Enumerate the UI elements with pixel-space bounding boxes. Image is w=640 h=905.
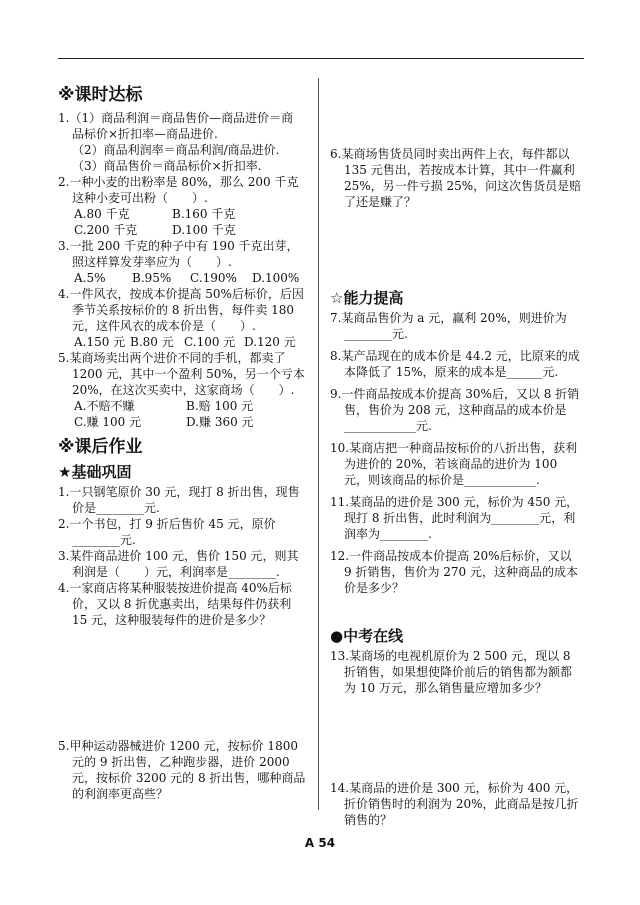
option-a: A.不赔不赚	[74, 399, 135, 413]
page-number: A 54	[304, 836, 336, 850]
question-12: 12.一件商品按成本价提高 20%后标价，又以 9 折销售，售价为 270 元，这种商品的成本价是多少？	[330, 549, 578, 595]
subsection-title-basics: ★基础巩固	[58, 463, 132, 481]
option-a: A.150 元	[74, 335, 126, 349]
option-c: C.100 元	[184, 335, 236, 349]
option-c: C.200 千克	[74, 223, 138, 237]
question-4: 4.一件风衣，按成本价提高 50%后标价，后因季节关系按标价的 8 折出售，每件卖 180 元，这件风衣的成本价是（ ）. A.150 元 B.80 元 C.100 元 D.120 元	[58, 287, 304, 349]
question-1: 1.（1）商品利润＝商品售价—商品进价＝商 品标价×折扣率—商品进价. （2）商品利润率＝商品利润/商品进价. （3）商品售价＝商品标价×折扣率.	[58, 111, 294, 173]
question-11: 11.某商品的进价是 300 元，标价为 450 元，现打 8 折出售，此时利润为________元，利润率为________.	[330, 495, 579, 541]
question-13: 13.某商场的电视机原价为 2 500 元，现以 8 折销售，如果想使降价前后的销售都为额都为 10 万元，那么销售量应增加多少？	[330, 649, 573, 695]
right-column	[330, 146, 582, 828]
question-9: 9.一件商品按成本价提高 30%后，又以 8 折销售，售价为 208 元，这种商品的成本价是____________元.	[330, 387, 580, 433]
basic-question-4: 4.一家商店将某种服装按进价提高 40%后标价，又以 8 折优惠卖出，结果每件仍获利 15 元，这种服装每件的进价是多少？	[58, 581, 292, 627]
question-6: 6.某商场售货员同时卖出两件上衣，每件都以 135 元售出，若按成本计算，其中一件赢利 25%，另一件亏损 25%，问这次售货员是赔了还是赚了？	[330, 147, 582, 209]
option-c: C.190%	[190, 271, 237, 285]
option-b: B.赔 100 元	[186, 399, 254, 413]
question-7: 7.某商品售价为 a 元，赢利 20%，则进价为________元.	[330, 311, 567, 341]
option-b: B.160 千克	[172, 207, 236, 221]
option-b: B.95%	[132, 271, 172, 285]
left-column	[58, 82, 310, 802]
section-title-ability: ☆能力提高	[330, 289, 404, 307]
question-14: 14.某商品的进价是 300 元，标价为 400 元，折价销售时的利润为 20%，此商品是按几折销售的？	[330, 781, 579, 827]
basic-question-5: 5.甲种运动器械进价 1200 元，按标价 1800 元的 9 折出售，乙种跑步器，进价 2000 元，按标价 3200 元的 8 折出售，哪种商品的利润率更高些？	[58, 739, 306, 801]
header-rule	[58, 58, 584, 59]
option-d: D.100%	[252, 271, 300, 285]
basic-question-2: 2.一个书包，打 9 折后售价 45 元，原价________元.	[58, 517, 276, 547]
option-d: D.100 千克	[172, 223, 236, 237]
question-2: 2.一种小麦的出粉率是 80%，那么 200 千克这种小麦可出粉（ ）. A.80 千克 B.160 千克 C.200 千克 D.100 千克	[58, 175, 299, 237]
question-3: 3.一批 200 千克的种子中有 190 千克出芽，照这样算发芽率应为（ ）. A.5% B.95% C.190% D.100%	[58, 239, 300, 285]
question-5: 5.某商场卖出两个进价不同的手机，都卖了 1200 元，其中一个盈利 50%，另一个亏本 20%，在这次买卖中，这家商场（ ）. A.不赔不赚 B.赔 100 元 C.赚 100 元 D.赚 360 元	[58, 351, 305, 429]
option-d: D.赚 360 元	[186, 415, 254, 429]
question-10: 10.某商店把一种商品按标价的八折出售，获利为进价的 20%，若该商品的进价为 100 元，则该商品的标价是____________.	[330, 441, 578, 487]
option-c: C.赚 100 元	[74, 415, 142, 429]
question-8: 8.某产品现在的成本价是 44.2 元，比原来的成本降低了 15%，原来的成本是______元.	[330, 349, 580, 379]
option-a: A.80 千克	[74, 207, 130, 221]
section-title-class-goals: ※课时达标	[58, 85, 143, 105]
basic-question-1: 1.一只钢笔原价 30 元，现打 8 折出售，现售价是________元.	[58, 485, 300, 515]
column-divider	[318, 78, 319, 810]
section-title-homework: ※课后作业	[58, 437, 143, 457]
section-title-exam: ●中考在线	[330, 627, 404, 645]
option-d: D.120 元	[244, 335, 296, 349]
option-a: A.5%	[74, 271, 106, 285]
basic-question-3: 3.某件商品进价 100 元，售价 150 元，则其利润是（ ）元，利润率是________.	[58, 549, 299, 579]
option-b: B.80 元	[130, 335, 174, 349]
